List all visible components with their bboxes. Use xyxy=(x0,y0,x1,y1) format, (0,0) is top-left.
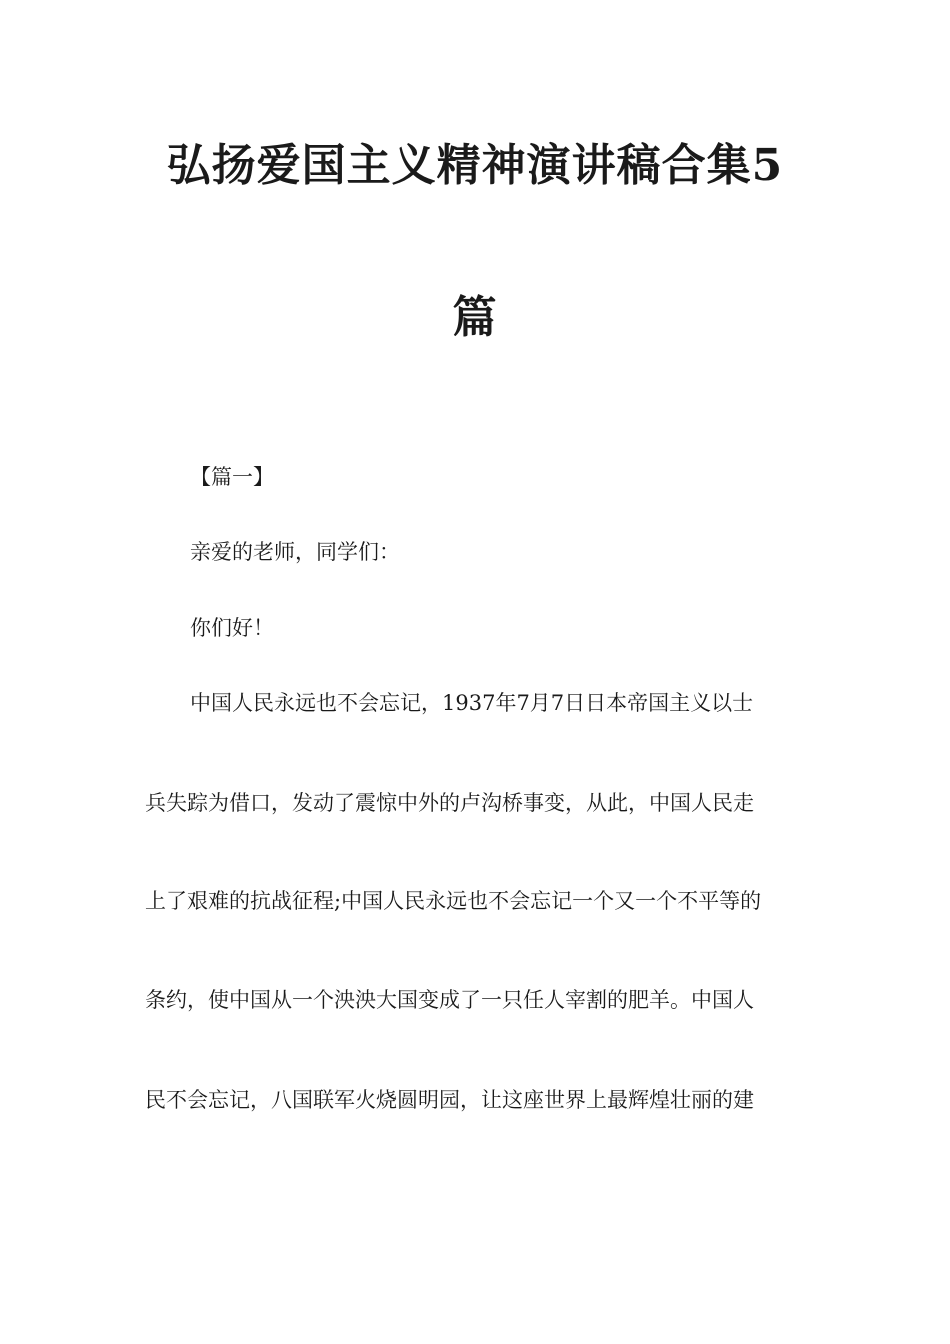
document-title-line-1: 弘扬爱国主义精神演讲稿合集5 xyxy=(166,140,784,191)
body-line: 上了艰难的抗战征程;中国人民永远也不会忘记一个又一个不平等的 xyxy=(145,889,762,913)
body-line: 民不会忘记，八国联军火烧圆明园，让这座世界上最辉煌壮丽的建 xyxy=(145,1088,754,1112)
body-line: 中国人民永远也不会忘记，1937年7月7日日本帝国主义以士 xyxy=(190,691,754,715)
salutation: 亲爱的老师，同学们： xyxy=(190,540,400,564)
document-title-line-2: 篇 xyxy=(452,292,498,343)
section-heading: 【篇一】 xyxy=(190,465,274,489)
body-line: 兵失踪为借口，发动了震惊中外的卢沟桥事变，从此，中国人民走 xyxy=(145,791,754,815)
body-line: 条约，使中国从一个泱泱大国变成了一只任人宰割的肥羊。中国人 xyxy=(145,988,754,1012)
greeting: 你们好！ xyxy=(190,616,274,640)
